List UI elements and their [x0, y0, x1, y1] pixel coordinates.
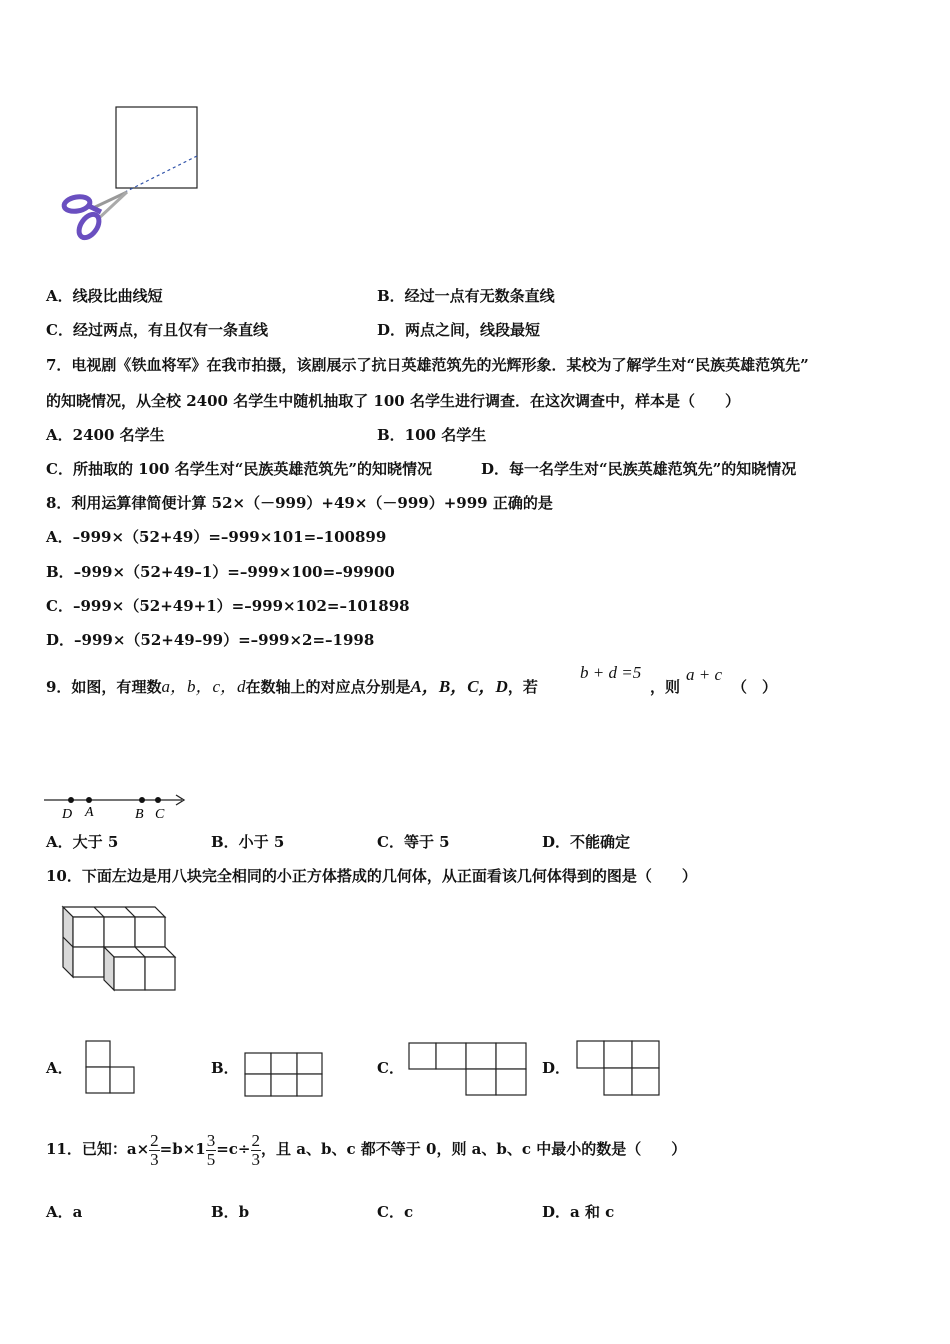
point-b	[139, 797, 145, 803]
q11-fraction-2: $\frac{3}{5}$	[206, 1130, 216, 1169]
q7-stem-line2: 的知晓情况，从全校 2400 名学生中随机抽取了 100 名学生进行调查．在这次调查中，样本是（ ）	[46, 392, 740, 410]
q6-option-d: D．两点之间，线段最短	[377, 321, 541, 339]
q7-stem-line1: 7．电视剧《铁血将军》在我市拍摄，该剧展示了抗日英雄范筑先的光辉形象．某校为了解学生对“民族英雄范筑先”	[46, 356, 809, 374]
label-a: A	[85, 805, 94, 820]
q6-option-a: A．线段比曲线短	[46, 287, 163, 305]
q7-option-d: D．每一名学生对“民族英雄范筑先”的知晓情况	[481, 460, 797, 478]
q8-stem: 8．利用运算律简便计算 52×（－999）+49×（－999）+999 正确的是	[46, 494, 553, 512]
scissors-icon	[63, 192, 127, 241]
cube-solid-figure	[58, 902, 183, 997]
q10-option-d-figure	[576, 1040, 662, 1098]
label-d: D	[62, 807, 73, 822]
q11-option-c: C．c	[377, 1203, 414, 1221]
q9-condition: b + d =5	[580, 663, 642, 682]
q9-stem: 9．如图，有理数a，b，c，d在数轴上的对应点分别是A，B，C，D，若	[46, 677, 538, 696]
number-line-figure	[44, 790, 189, 822]
point-c	[155, 797, 161, 803]
q9-option-d: D．不能确定	[542, 833, 631, 851]
q7-option-b: B．100 名学生	[377, 426, 487, 444]
q8-option-c: C．–999×（52+49+1）=–999×102=–101898	[46, 597, 410, 615]
q11-option-d: D．a 和 c	[542, 1203, 615, 1221]
q8-option-b: B．–999×（52+49–1）=–999×100=–99900	[46, 563, 395, 581]
point-a	[86, 797, 92, 803]
q7-option-c: C．所抽取的 100 名学生对“民族英雄范筑先”的知晓情况	[46, 460, 432, 478]
q6-option-c: C．经过两点，有且仅有一条直线	[46, 321, 268, 339]
q6-option-b: B．经过一点有无数条直线	[377, 287, 555, 305]
q10-option-a-figure	[85, 1040, 137, 1096]
q10-stem: 10．下面左边是用八块完全相同的小正方体搭成的几何体，从正面看该几何体得到的图是（ ）	[46, 867, 697, 885]
q10-option-b-label: B．	[211, 1059, 239, 1077]
q9-then: ，则	[650, 678, 681, 696]
q7-option-a: A．2400 名学生	[46, 426, 165, 444]
cut-line	[125, 156, 197, 192]
label-c: C	[155, 807, 165, 822]
paper-square	[116, 107, 197, 188]
q10-option-b-figure	[244, 1052, 324, 1098]
q9-bracket: （ ）	[732, 678, 778, 696]
label-b: B	[135, 807, 144, 822]
point-d	[68, 797, 74, 803]
q10-option-c-label: C．	[377, 1059, 404, 1077]
q8-option-a: A．–999×（52+49）=–999×101=–100899	[46, 528, 387, 546]
q9-option-a: A．大于 5	[46, 833, 119, 851]
q8-option-d: D．–999×（52+49–99）=–999×2=–1998	[46, 631, 375, 649]
q9-option-c: C．等于 5	[377, 833, 450, 851]
q10-option-a-label: A．	[46, 1059, 73, 1077]
q11-option-a: A．a	[46, 1203, 83, 1221]
q11-fraction-1: $\frac{2}{3}$	[150, 1130, 159, 1169]
q9-option-b: B．小于 5	[211, 833, 285, 851]
q11-fraction-3: $\frac{2}{3}$	[251, 1130, 261, 1169]
scissors-square-figure	[55, 100, 215, 250]
q10-option-d-label: D．	[542, 1059, 571, 1077]
q9-target: a + c	[686, 665, 723, 684]
q11-stem: 11．已知：a× $\frac{2}{3}$ =b×1 $\frac{3}{5}$ =c÷ $\frac{2}{3}$ ，且 a、b、c 都不等于 0，则 a、b、c 中最小的数是（ ）	[46, 1130, 687, 1169]
q10-option-c-figure	[408, 1042, 530, 1098]
q11-option-b: B．b	[211, 1203, 250, 1221]
